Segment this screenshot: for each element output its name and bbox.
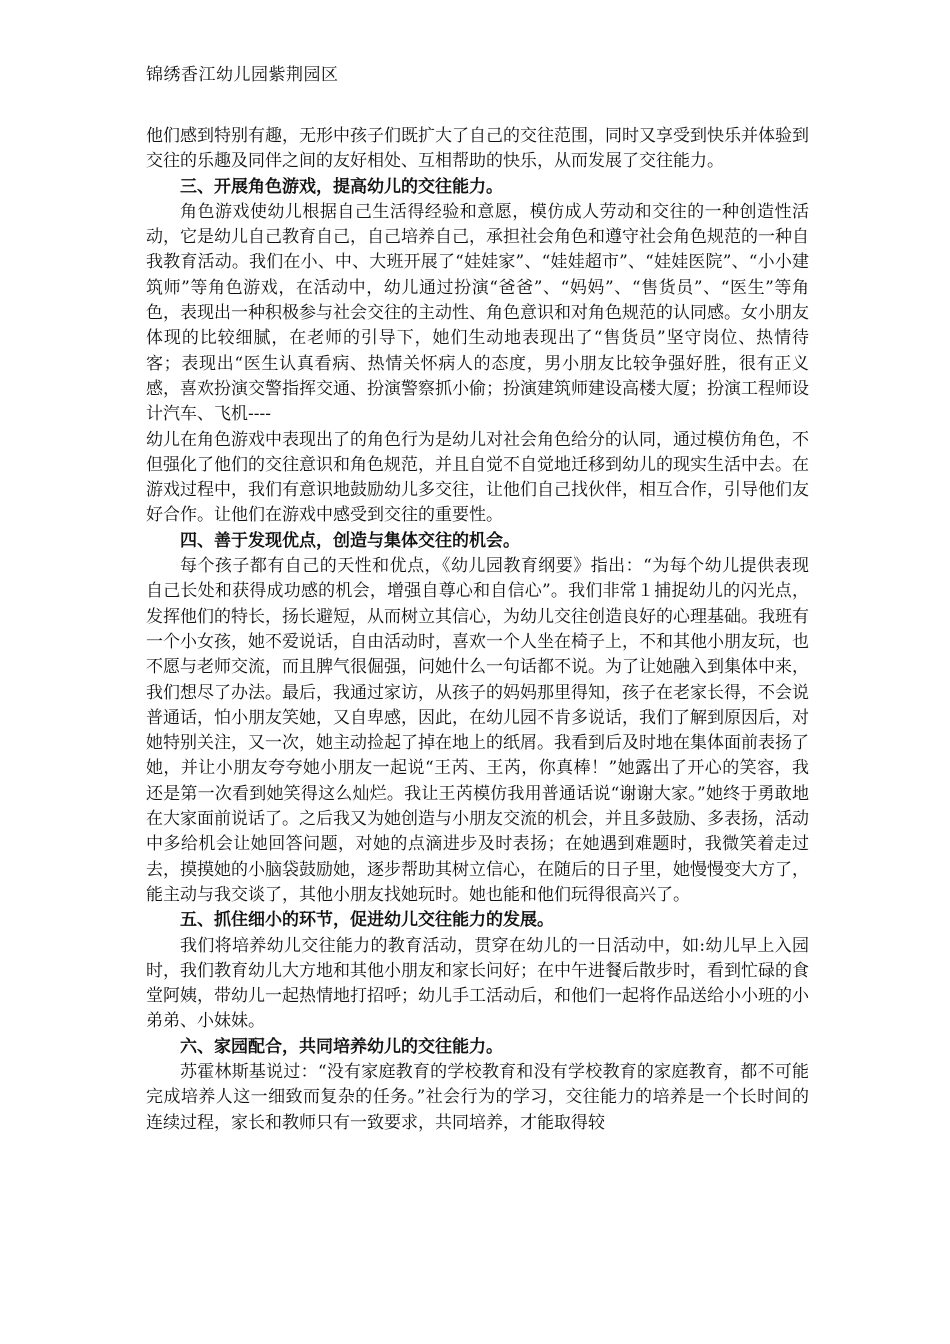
section-heading: 五、抓住细小的环节，促进幼儿交往能力的发展。: [180, 910, 554, 931]
section-heading: 六、家园配合，共同培养幼儿的交往能力。: [180, 1036, 503, 1057]
document-body: [146, 124, 809, 1136]
paragraph: 我们将培养幼儿交往能力的教育活动，贯穿在幼儿的一日活动中，如:幼儿早上入园时，我们教育幼儿大方地和其他小朋友和家长问好；在中午进餐后散步时，看到忙碌的食堂阿姨，带幼儿一起热情地打招呼；幼儿手工活动后，和他们一起将作品送给小小班的小弟弟、小妹妹。: [146, 935, 809, 1032]
page-header: 锦绣香江幼儿园紫荆园区: [146, 65, 339, 85]
section-heading: 三、开展角色游戏，提高幼儿的交往能力。: [180, 176, 503, 197]
paragraph: 角色游戏使幼儿根据自己生活得经验和意愿，模仿成人劳动和交往的一种创造性活动，它是幼儿自己教育自己，自己培养自己，承担社会角色和遵守社会角色规范的一种自我教育活动。我们在小、中、大班开展了“娃娃家”、“娃娃超市”、“娃娃医院”、“小小建筑师”等角色游戏，在活动中，幼儿通过扮演“爸爸”、“妈妈”、“售货员”、“医生”等角色，表现出一种积极参与社会交往的主动性、角色意识和对角色规范的认同感。女小朋友体现的比较细腻，在老师的引导下，她们生动地表现出了“售货员”坚守岗位、热情待客；表现出“医生认真看病、热情关怀病人的态度，男小朋友比较争强好胜，很有正义感，喜欢扮演交警指挥交通、扮演警察抓小偷；扮演建筑师建设高楼大厦；扮演工程师设计汽车、飞机----: [146, 201, 809, 425]
paragraph: 苏霍林斯基说过：“没有家庭教育的学校教育和没有学校教育的家庭教育，都不可能完成培养人这一细致而复杂的任务。”社会行为的学习，交往能力的培养是一个长时间的连续过程，家长和教师只有一致要求，共同培养，才能取得较: [146, 1061, 809, 1133]
section-heading: 四、善于发现优点，创造与集体交往的机会。: [180, 530, 520, 551]
paragraph: 幼儿在角色游戏中表现出了的角色行为是幼儿对社会角色给分的认同，通过模仿角色，不但强化了他们的交往意识和角色规范，并且自觉不自觉地迁移到幼儿的现实生活中去。在游戏过程中，我们有意识地鼓励幼儿多交往，让他们自己找伙伴，相互合作，引导他们友好合作。让他们在游戏中感受到交往的重要性。: [146, 429, 809, 526]
paragraph: 他们感到特别有趣，无形中孩子们既扩大了自己的交往范围，同时又享受到快乐并体验到交往的乐趣及同伴之间的友好相处、互相帮助的快乐，从而发展了交往能力。: [146, 126, 809, 172]
paragraph: 每个孩子都有自己的天性和优点，《幼儿园教育纲要》指出：“为每个幼儿提供表现自己长处和获得成功感的机会，增强自尊心和自信心”。我们非常１捕捉幼儿的闪光点，发挥他们的特长，扬长避短，从而树立其信心，为幼儿交往创造良好的心理基础。我班有一个小女孩，她不爱说话，自由活动时，喜欢一个人坐在椅子上，不和其他小朋友玩，也不愿与老师交流，而且脾气很倔强，问她什么一句话都不说。为了让她融入到集体中来，我们想尽了办法。最后，我通过家访，从孩子的妈妈那里得知，孩子在老家长得，不会说普通话，怕小朋友笑她，又自卑感，因此，在幼儿园不肯多说话，我们了解到原因后，对她特别关注，又一次，她主动捡起了掉在地上的纸屑。我看到后及时地在集体面前表扬了她，并让小朋友夸夸她小朋友一起说“王芮、王芮，你真棒！”她露出了开心的笑容，我还是第一次看到她笑得这么灿烂。我让王芮模仿我用普通话说“谢谢大家。”她终于勇敢地在大家面前说话了。之后我又为她创造与小朋友交流的机会，并且多鼓励、多表扬，活动中多给机会让她回答问题，对她的点滴进步及时表扬；在她遇到难题时，我微笑着走过去，摸摸她的小脑袋鼓励她，逐步帮助其树立信心，在随后的日子里，她慢慢变大方了，能主动与我交谈了，其他小朋友找她玩时。她也能和他们玩得很高兴了。: [146, 556, 809, 905]
